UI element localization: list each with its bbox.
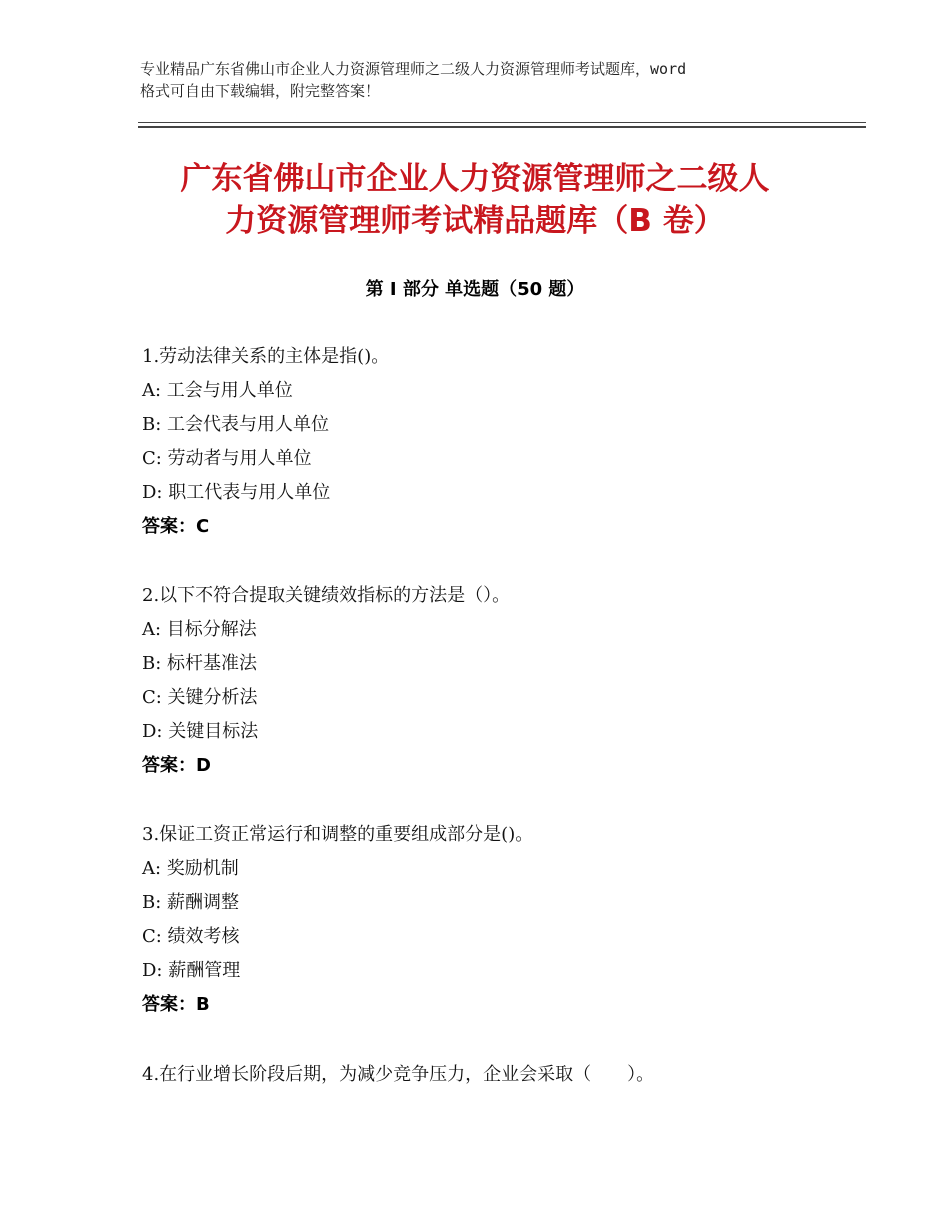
question-1 [142, 340, 862, 544]
option-d: D: 薪酬管理 [142, 960, 241, 981]
option-a: A: 奖励机制 [142, 858, 239, 879]
option-a: A: 工会与用人单位 [142, 380, 293, 401]
document-title-line-2: 力资源管理师考试精品题库（B 卷） [225, 203, 725, 239]
option-c: C: 绩效考核 [142, 926, 240, 947]
option-d: D: 关键目标法 [142, 721, 259, 742]
question-stem: 2.以下不符合提取关键绩效指标的方法是（）。 [142, 585, 511, 606]
question-stem: 1.劳动法律关系的主体是指()。 [142, 346, 390, 367]
document-title-line-1: 广东省佛山市企业人力资源管理师之二级人 [180, 161, 770, 197]
question-2 [142, 579, 862, 783]
section-heading: 第 I 部分 单选题（50 题） [365, 279, 585, 300]
option-b: B: 工会代表与用人单位 [142, 414, 330, 435]
header-note-line-2: 格式可自由下载编辑，附完整答案！ [140, 82, 381, 100]
header-note [140, 58, 840, 102]
question-stem: 3.保证工资正常运行和调整的重要组成部分是()。 [142, 824, 534, 845]
document-title [100, 158, 850, 242]
answer: 答案：D [142, 755, 211, 776]
answer: 答案：C [142, 516, 210, 537]
option-b: B: 薪酬调整 [142, 892, 240, 913]
option-a: A: 目标分解法 [142, 619, 257, 640]
header-note-line-1: 专业精品广东省佛山市企业人力资源管理师之二级人力资源管理师考试题库，word [140, 60, 687, 78]
answer: 答案：B [142, 994, 210, 1015]
option-d: D: 职工代表与用人单位 [142, 482, 331, 503]
option-c: C: 劳动者与用人单位 [142, 448, 312, 469]
option-b: B: 标杆基准法 [142, 653, 258, 674]
header-divider-thick [138, 126, 866, 128]
question-4 [142, 1058, 862, 1092]
question-stem: 4.在行业增长阶段后期，为减少竞争压力，企业会采取（ ）。 [142, 1064, 655, 1085]
question-3 [142, 818, 862, 1022]
option-c: C: 关键分析法 [142, 687, 258, 708]
header-divider-thin [138, 122, 866, 123]
